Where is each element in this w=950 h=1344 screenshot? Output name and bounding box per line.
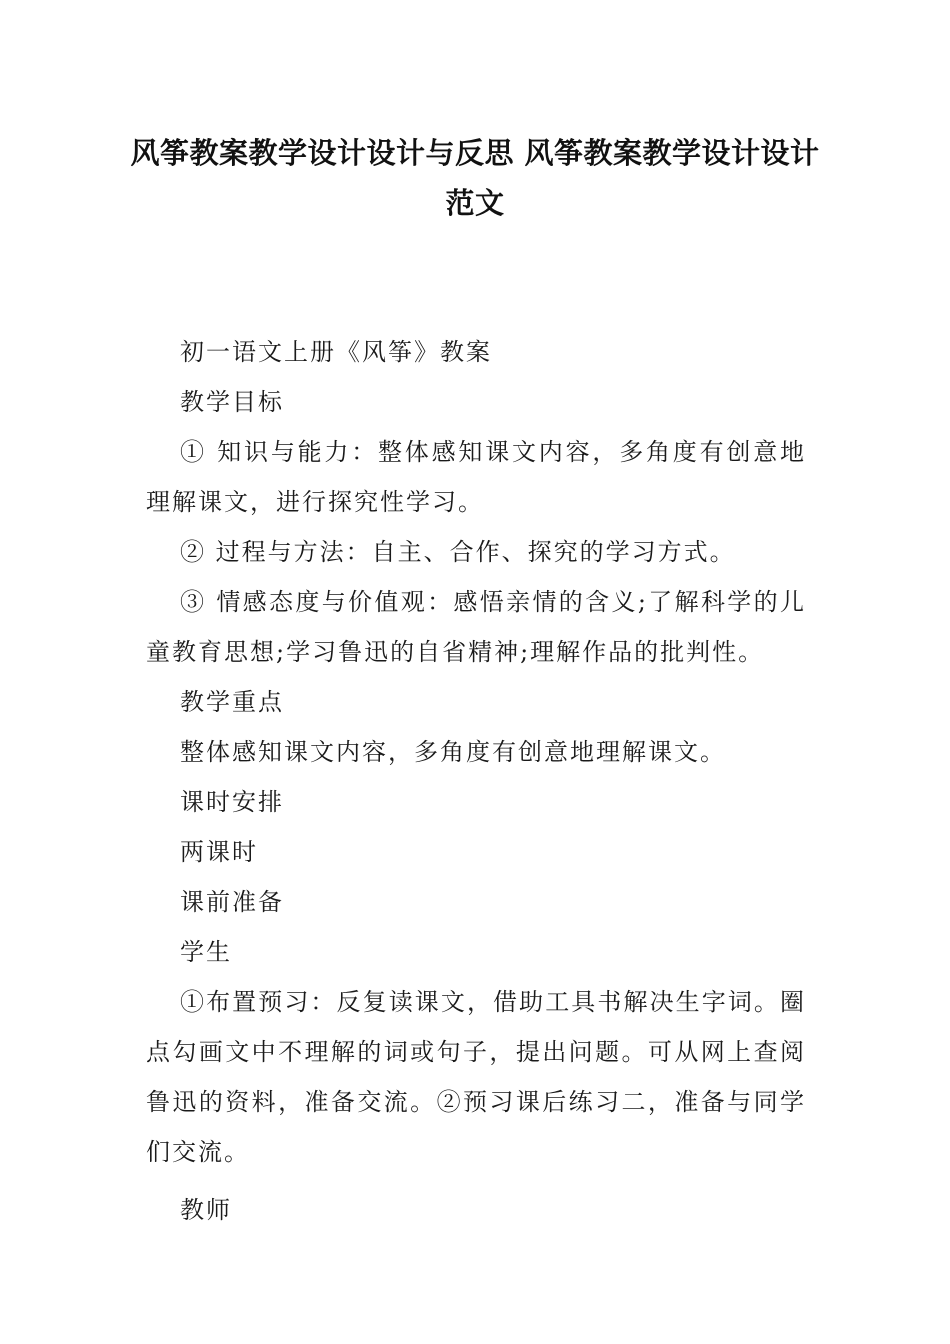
paragraph-schedule: 两课时 [180,838,258,866]
paragraph-spacer [146,1177,806,1185]
paragraph-schedule-heading: 课时安排 [180,788,284,816]
paragraph-student-preparation: ①布置预习：反复读课文，借助工具书解决生字词。圈点勾画文中不理解的词或句子，提出问题。可从网上查阅鲁迅的资料，准备交流。②预习课后练习二，准备与同学们交流。 [146,988,806,1166]
document-body [146,327,806,1235]
paragraph-goal-process: ② 过程与方法：自主、合作、探究的学习方式。 [180,538,736,566]
paragraph-preparation-heading: 课前准备 [180,888,284,916]
paragraph-teaching-goals-heading: 教学目标 [180,388,284,416]
paragraph-goal-emotion: ③ 情感态度与价值观：感悟亲情的含义;了解科学的儿童教育思想;学习鲁迅的自省精神;理解作品的批判性。 [146,588,806,666]
paragraph-key-points: 整体感知课文内容，多角度有创意地理解课文。 [180,738,726,766]
document-title: 风筝教案教学设计设计与反思 风筝教案教学设计设计范文 [130,136,820,220]
paragraph-key-points-heading: 教学重点 [180,688,284,716]
paragraph-teacher-heading: 教师 [180,1196,232,1224]
paragraph-lesson-title: 初一语文上册《风筝》教案 [180,338,492,366]
paragraph-goal-knowledge: ① 知识与能力：整体感知课文内容，多角度有创意地理解课文，进行探究性学习。 [146,438,806,516]
paragraph-students-heading: 学生 [180,938,232,966]
